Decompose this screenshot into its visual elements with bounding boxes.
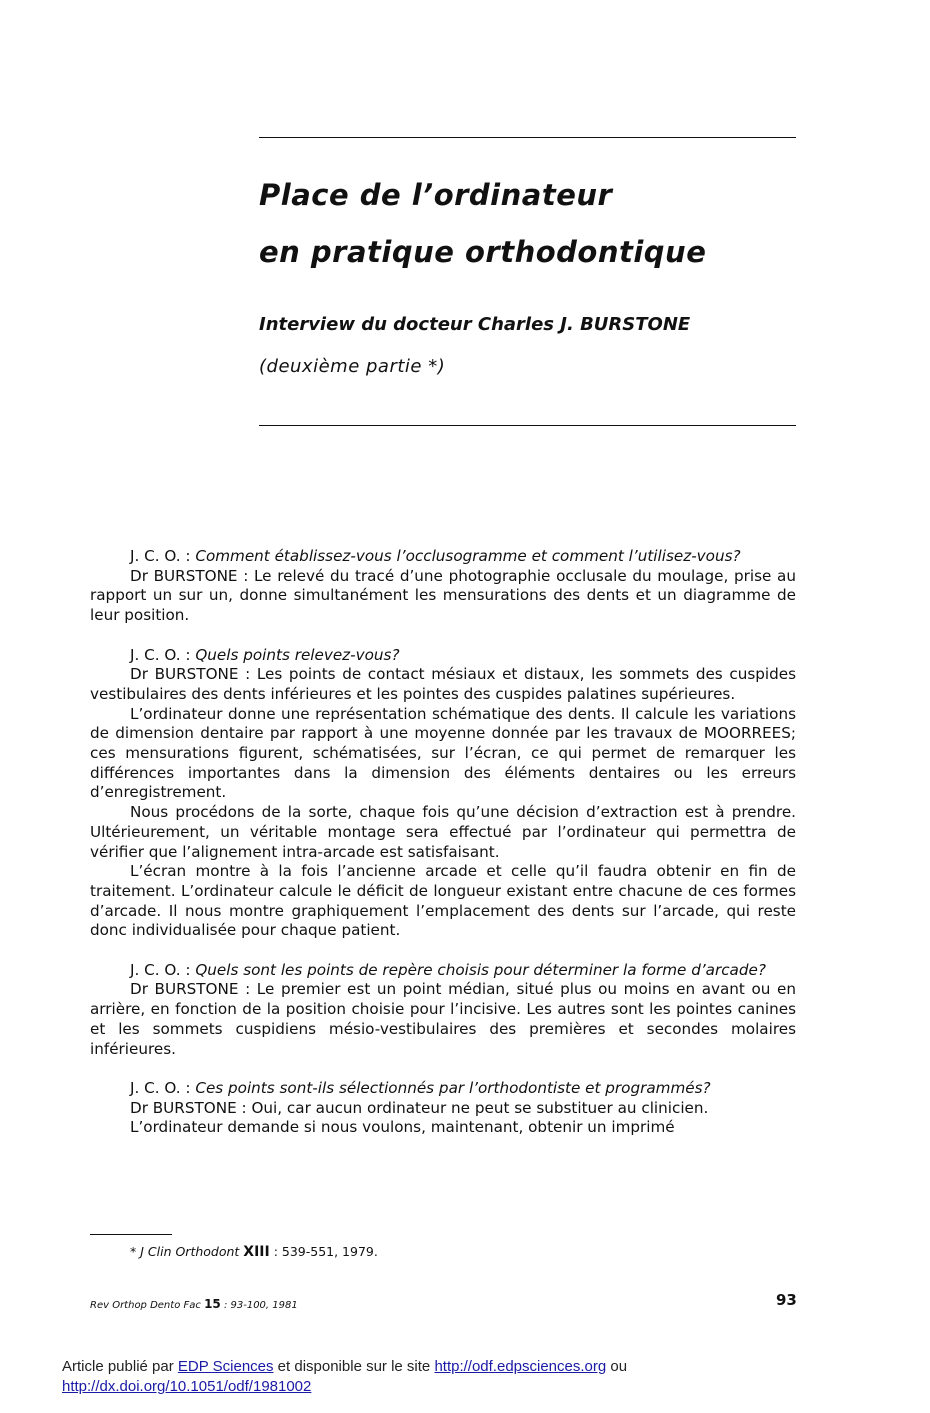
speaker-jco: J. C. O. : [130,1078,196,1097]
speaker-jco: J. C. O. : [130,547,196,565]
odf-site-link[interactable]: http://odf.edpsciences.org [434,1358,607,1375]
question-text: Quels sont les points de repère choisis pour déterminer la forme d’arcade? [195,960,766,979]
answer-2: Dr BURSTONE : Les points de contact mésiaux et distaux, les sommets des cuspides vestibulaires des dents inférieures et les pointes des cuspides palatines supérieures. [90,665,796,703]
answer-1: Dr BURSTONE : Le relevé du tracé d’une photographie occlusale du moulage, prise au rapport un sur un, donne simultanément les mensurations des dents et un diagramme de leur position. [90,566,796,625]
footer-pages: : 93-100, 1981 [220,1300,298,1311]
article-title-line-1: Place de l’ordinateur [259,178,613,212]
answer-4: Dr BURSTONE : Oui, car aucun ordinateur ne peut se substituer au clinicien. [130,1098,709,1117]
question-text: Quels points relevez-vous? [195,645,400,664]
footnote-journal: J Clin Orthodont [140,1244,244,1259]
footnote-pages: : 539-551, 1979. [269,1244,378,1259]
edp-middle: et disponible sur le site [273,1358,435,1375]
edp-notice [62,1357,722,1397]
speaker-jco: J. C. O. : [130,645,196,664]
page-number: 93 [776,1291,797,1309]
doi-link[interactable]: http://dx.doi.org/10.1051/odf/1981002 [62,1378,312,1395]
speaker-jco: J. C. O. : [130,960,196,979]
running-footer-journal [90,1297,298,1311]
footer-volume: 15 [204,1297,221,1311]
question-text: Ces points sont-ils sélectionnés par l’orthodontiste et programmés? [195,1078,711,1097]
question-text: Comment établissez-vous l’occlusogramme et comment l’utilisez-vous? [195,547,741,565]
title-top-rule [259,137,796,138]
footnote-marker: * [130,1244,141,1259]
edp-suffix: ou [606,1358,628,1375]
footnote [130,1244,378,1260]
article-title-line-2: en pratique orthodontique [259,235,707,269]
footnote-rule [90,1234,172,1235]
article-part: (deuxième partie *) [259,356,446,377]
footnote-volume: XIII [243,1244,270,1260]
paragraph-imprime: L’ordinateur demande si nous voulons, maintenant, obtenir un imprimé [130,1118,675,1137]
answer-3: Dr BURSTONE : Le premier est un point médian, situé plus ou moins en avant ou en arrière, en fonction de la position choisie pour l’incisive. Les autres sont les pointes canines et les sommets cuspidiens mésio-vestibulaires des premières et secondes molaires inférieures. [90,980,796,1058]
question-2 [90,646,796,666]
paragraph-procedure: Nous procédons de la sorte, chaque fois qu’une décision d’extraction est à prendre. Ultérieurement, un véritable montage sera effectué par l’ordinateur qui permettra de vérifier que l’alignement intra-arcade est satisfaisant. [90,803,796,861]
paragraph-ordinateur: L’ordinateur donne une représentation schématique des dents. Il calcule les variations de dimension dentaire par rapport à une moyenne donnée par les travaux de MOORREES; ces mensurations figurent, schématisées, sur l’écran, ce qui permet de remarquer les différences importantes dans la dimension des éléments dentaires ou les erreurs d’enregistrement. [90,704,796,802]
article-subtitle: Interview du docteur Charles J. BURSTONE [259,314,691,335]
article-body [90,547,796,1138]
edp-prefix: Article publié par [62,1358,178,1375]
paragraph-ecran: L’écran montre à la fois l’ancienne arcade et celle qu’il faudra obtenir en fin de traitement. L’ordinateur calcule le déficit de longueur existant entre chacune de ces formes d’arcade. Il nous montre graphiquement l’emplacement des dents sur l’arcade, qui reste donc individualisée pour chaque patient. [90,862,796,940]
title-bottom-rule [259,425,796,426]
question-1 [90,547,796,567]
edp-sciences-link[interactable]: EDP Sciences [177,1358,274,1375]
question-3 [90,961,796,981]
question-4 [90,1079,796,1099]
footer-journal-name: Rev Orthop Dento Fac [90,1300,205,1311]
